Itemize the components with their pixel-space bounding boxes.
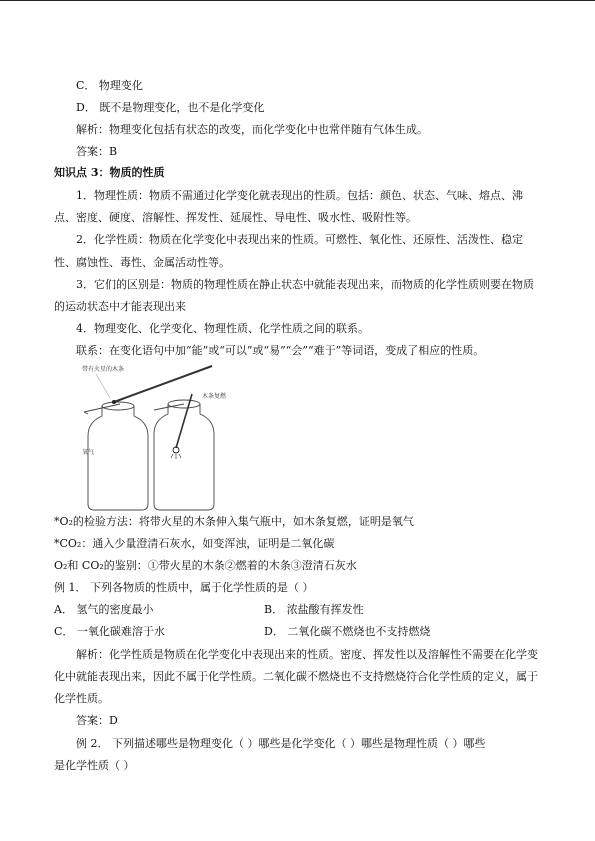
- analysis-text: 化中就能表现出来，因此不属于化学性质。二氧化碳不燃烧也不支持燃烧符合化学性质的定义，属于: [54, 670, 538, 683]
- option-d: D． 二氧化碳不燃烧也不支持燃烧: [264, 625, 431, 638]
- option-b: B． 浓盐酸有挥发性: [264, 603, 364, 616]
- paragraph-line: 1．物理性质：物质不需通过化学变化就表现出的性质。包括：颜色、状态、气味、熔点、沸: [76, 189, 523, 202]
- section-heading: 知识点 3：物质的性质: [54, 166, 165, 179]
- paragraph-line: 3．它们的区别是：物质的物理性质在静止状态中就能表现出来，而物质的化学性质则要在物质: [76, 278, 534, 291]
- paragraph-line: 4．物理变化、化学变化、物理性质、化学性质之间的联系。: [76, 322, 369, 335]
- paragraph-line: *O₂的检验方法：将带火星的木条伸入集气瓶中，如木条复燃，证明是氧气: [54, 515, 414, 528]
- answer-text: 答案：D: [76, 714, 118, 727]
- option-c: C． 一氧化碳难溶于水: [54, 625, 165, 638]
- top-rule: [0, 0, 595, 1]
- analysis-text: 化学性质。: [54, 692, 109, 705]
- paragraph-line: 点、密度、硬度、溶解性、挥发性、延展性、导电性、吸水性、吸附性等。: [54, 211, 417, 224]
- gas-bottle-figure: [80, 364, 230, 514]
- oxygen-label: 氧气: [82, 449, 95, 456]
- analysis-text: 解析：物理变化包括有状态的改变，而化学变化中也常伴随有气体生成。: [76, 123, 428, 136]
- option-d: D． 既不是物理变化，也不是化学变化: [76, 101, 265, 114]
- splint-label: 带有火星的木条: [82, 366, 125, 373]
- paragraph-line: O₂和 CO₂的鉴别：①带火星的木条②燃着的木条③澄清石灰水: [54, 559, 357, 572]
- option-c: C． 物理变化: [76, 79, 143, 92]
- question-stem: 是化学性质（ ）: [54, 759, 135, 772]
- paragraph-line: 的运动状态中才能表现出来: [54, 300, 186, 313]
- analysis-text: 解析：化学性质是物质在化学变化中表现出来的性质。密度、挥发性以及溶解性不需要在化学变: [76, 648, 538, 661]
- option-a: A． 氢气的密度最小: [54, 603, 154, 616]
- paragraph-line: *CO₂：通入少量澄清石灰水，如变浑浊，证明是二氧化碳: [54, 537, 335, 550]
- question-stem: 例 1． 下列各物质的性质中，属于化学性质的是（ ）: [54, 581, 314, 594]
- paragraph-line: 2．化学性质：物质在化学变化中表现出来的性质。可燃性、氧化性、还原性、活泼性、稳定: [76, 233, 523, 246]
- paragraph-line: 性、腐蚀性、毒性、金属活动性等。: [54, 256, 230, 269]
- relight-label: 木条复燃: [202, 393, 227, 400]
- paragraph-line: 联系：在变化语句中加“能”或“可以”或“易”“会”“难于”等词语，变成了相应的性质。: [76, 344, 485, 357]
- question-stem: 例 2． 下列描述哪些是物理变化（ ）哪些是化学变化（ ）哪些是物理性质（ ）哪些: [76, 737, 486, 750]
- answer-text: 答案：B: [76, 145, 118, 158]
